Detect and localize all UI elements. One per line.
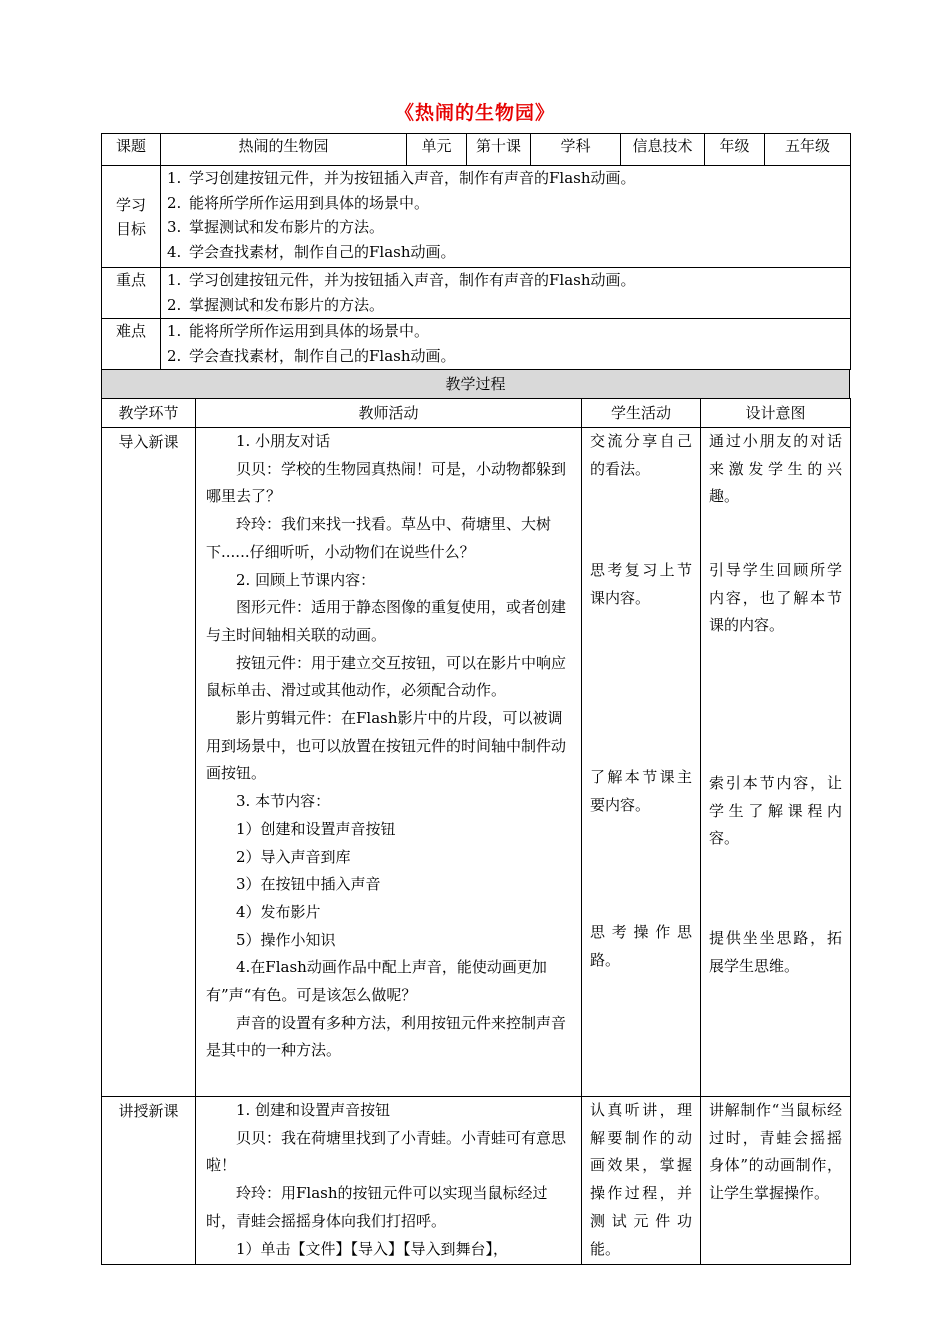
- document-title: 《热闹的生物园》: [394, 102, 555, 124]
- process-heading: 教学过程: [101, 369, 850, 399]
- teacher-line: 4.在Flash动画作品中配上声音，能使动画更加有”声“有色。可是该怎么做呢？: [206, 958, 547, 1005]
- teacher-line: 图形元件：适用于静态图像的重复使用，或者创建与主时间轴相关联的动画。: [206, 598, 567, 644]
- list-text: 能将所学所作运用到具体的场景中。: [189, 322, 430, 340]
- intent-note: 通过小朋友的对话来激发学生的兴趣。: [709, 432, 842, 506]
- list-text: 掌握测试和发布影片的方法。: [189, 218, 385, 236]
- list-text: 学习创建按钮元件，并为按钮插入声音，制作有声音的Flash动画。: [189, 169, 636, 187]
- list-number: 4.: [167, 242, 182, 261]
- difficulties-label: 难点: [102, 319, 161, 370]
- topic-label: 课题: [102, 134, 161, 166]
- col-stage-header: 教学环节: [102, 399, 196, 428]
- list-item: [167, 215, 844, 240]
- key-points-label: 重点: [102, 268, 161, 319]
- list-text: 学习创建按钮元件，并为按钮插入声音，制作有声音的Flash动画。: [189, 271, 636, 289]
- subject-label: 学科: [531, 134, 621, 166]
- intro-teacher-activity: [196, 428, 582, 1097]
- teacher-line: 1. 小朋友对话: [236, 432, 331, 450]
- teacher-line: 贝贝：学校的生物园真热闹！可是，小动物都躲到哪里去了？: [206, 459, 567, 506]
- teacher-line: 声音的设置有多种方法，利用按钮元件来控制声音是其中的一种方法。: [206, 1013, 567, 1060]
- list-item: [167, 268, 844, 293]
- col-teacher-header: 教师活动: [196, 399, 582, 428]
- topic-value: 热闹的生物园: [161, 134, 407, 166]
- col-intent-header: 设计意图: [701, 399, 851, 428]
- student-note: 了解本节课主要内容。: [590, 768, 692, 814]
- teacher-line: 3. 本节内容：: [236, 792, 331, 811]
- list-item: [167, 166, 844, 191]
- list-number: 3.: [167, 218, 182, 236]
- list-item: [167, 240, 844, 265]
- teacher-line: 2）导入声音到库: [236, 847, 351, 866]
- intent-note: 引导学生回顾所学内容，也了解本节课的内容。: [709, 561, 842, 635]
- list-text: 学会查找素材，制作自己的Flash动画。: [189, 242, 456, 261]
- objectives-list: [161, 166, 851, 268]
- teacher-line: 1）单击【文件】【导入】【导入到舞台】，: [236, 1239, 509, 1258]
- list-text: 学会查找素材，制作自己的Flash动画。: [189, 346, 456, 365]
- list-number: 1.: [167, 271, 182, 289]
- list-item: [167, 344, 844, 369]
- teaching-process-table: [101, 398, 851, 1265]
- teacher-line: 玲玲：我们来找一找看。草丛中、荷塘里、大树下......仔细听听，小动物们在说些什么？: [206, 515, 552, 561]
- objectives-label: 学习目标: [102, 166, 161, 268]
- teacher-line: 2. 回顾上节课内容：: [236, 570, 376, 589]
- intro-design-intent: [701, 428, 851, 1097]
- list-text: 能将所学所作运用到具体的场景中。: [189, 193, 430, 212]
- list-number: 2.: [167, 193, 182, 212]
- teacher-line: 按钮元件：用于建立交互按钮，可以在影片中响应鼠标单击、滑过或其他动作，必须配合动作。: [206, 653, 567, 700]
- intro-student-activity: [582, 428, 701, 1097]
- intent-note: 提供坐坐思路，拓展学生思维。: [709, 929, 842, 975]
- teacher-line: 1）创建和设置声音按钮: [236, 819, 396, 838]
- list-item: [167, 293, 844, 318]
- unit-value: 第十课: [467, 134, 531, 166]
- list-number: 2.: [167, 295, 182, 314]
- new-teacher-activity: [196, 1097, 582, 1265]
- intent-note: 索引本节内容，让学生了解课程内容。: [709, 774, 842, 848]
- teacher-line: 贝贝：我在荷塘里找到了小青蛙。小青蛙可有意思啦！: [206, 1128, 567, 1175]
- teacher-line: 5）操作小知识: [236, 930, 336, 949]
- student-note: 交流分享自己的看法。: [590, 432, 692, 478]
- subject-value: 信息技术: [621, 134, 705, 166]
- col-student-header: 学生活动: [582, 399, 701, 428]
- list-text: 掌握测试和发布影片的方法。: [189, 295, 385, 314]
- list-item: [167, 191, 844, 216]
- list-item: [167, 319, 844, 344]
- teacher-line: 玲玲：用Flash的按钮元件可以实现当鼠标经过时，青蛙会摇摇身体向我们打招呼。: [206, 1184, 548, 1230]
- unit-label: 单元: [407, 134, 467, 166]
- student-note: 思考复习上节课内容。: [590, 561, 692, 607]
- intent-note: 讲解制作“当鼠标经过时，青蛙会摇摇身体”的动画制作，让学生掌握操作。: [709, 1101, 842, 1203]
- key-points-list: [161, 268, 851, 319]
- student-note: 认真听讲，理解要制作的动画效果，掌握操作过程，并测试元件功能。: [590, 1101, 692, 1258]
- difficulties-list: [161, 319, 851, 370]
- teacher-line: 影片剪辑元件：在Flash影片中的片段，可以被调用到场景中，也可以放置在按钮元件的时间轴中制件动画按钮。: [206, 709, 567, 783]
- teacher-line: 1. 创建和设置声音按钮: [236, 1101, 391, 1119]
- grade-value: 五年级: [765, 134, 851, 166]
- intro-stage: 导入新课: [102, 428, 196, 1097]
- student-note: 思考操作思路。: [590, 923, 692, 969]
- lesson-info-table: [101, 133, 851, 370]
- list-number: 1.: [167, 322, 182, 340]
- new-design-intent: [701, 1097, 851, 1265]
- new-stage: 讲授新课: [102, 1097, 196, 1265]
- teacher-line: 3）在按钮中插入声音: [236, 875, 381, 894]
- list-number: 2.: [167, 346, 182, 365]
- grade-label: 年级: [705, 134, 765, 166]
- list-number: 1.: [167, 169, 182, 187]
- new-student-activity: [582, 1097, 701, 1265]
- teacher-line: 4）发布影片: [236, 902, 321, 921]
